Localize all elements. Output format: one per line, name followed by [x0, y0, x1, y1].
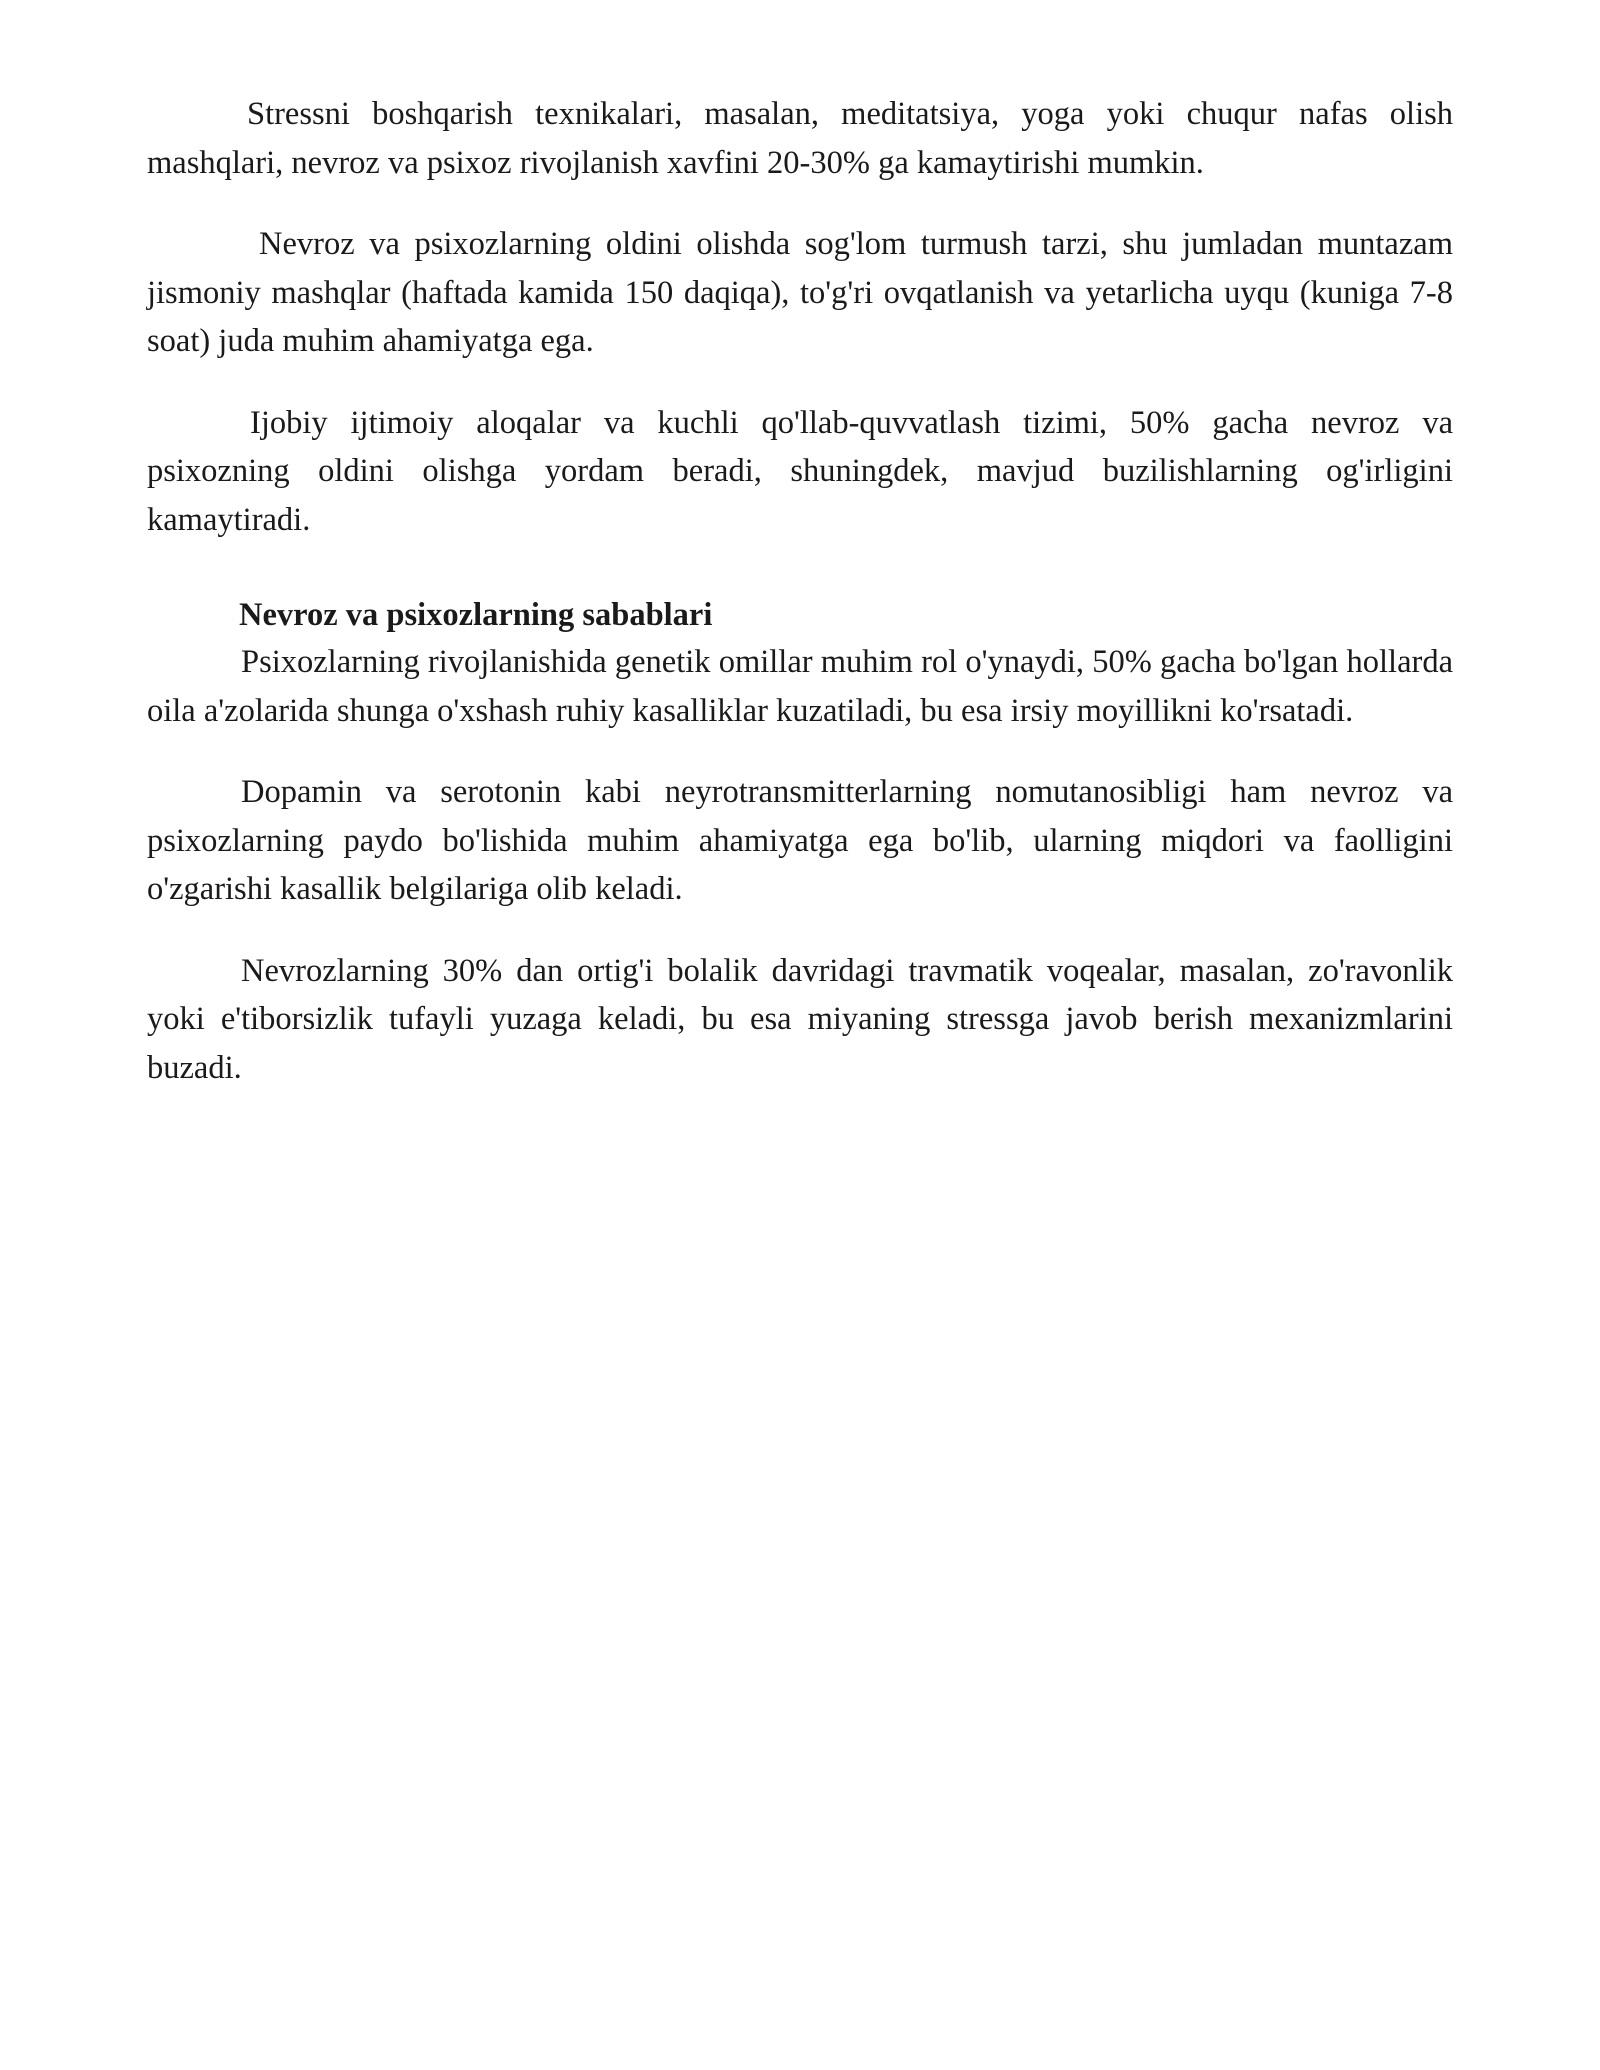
- paragraph-social-support: Ijobiy ijtimoiy aloqalar va kuchli qo'llab-quvvatlash tizimi, 50% gacha nevroz va psixozning oldini olishga yordam beradi, shuningdek, mavjud buzilishlarning og'irligini kamaytiradi.: [147, 404, 1453, 538]
- section-heading: Nevroz va psixozlarning sabablari: [239, 597, 713, 633]
- paragraph-genetic-factors: Psixozlarning rivojlanishida genetik omillar muhim rol o'ynaydi, 50% gacha bo'lgan hollarda oila a'zolarida shunga o'xshash ruhiy kasalliklar kuzatiladi, bu esa irsiy moyillikni ko'rsatadi.: [147, 644, 1453, 729]
- paragraph-healthy-lifestyle: Nevroz va psixozlarning oldini olishda sog'lom turmush tarzi, shu jumladan muntazam jismoniy mashqlar (haftada kamida 150 daqiqa), to'g'ri ovqatlanish va yetarlicha uyqu (kuniga 7-8 soat) juda muhim ahamiyatga ega.: [147, 226, 1453, 359]
- paragraph-stress-management: Stressni boshqarish texnikalari, masalan, meditatsiya, yoga yoki chuqur nafas olish mashqlari, nevroz va psixoz rivojlanish xavfini 20-30% ga kamaytirishi mumkin.: [147, 96, 1453, 181]
- document-page: [147, 90, 1453, 1125]
- paragraph-childhood-trauma: Nevrozlarning 30% dan ortig'i bolalik davridagi travmatik voqealar, masalan, zo'ravonlik yoki e'tiborsizlik tufayli yuzaga keladi, bu esa miyaning stressga javob berish mexanizmlarini buzadi.: [147, 952, 1453, 1086]
- paragraph-neurotransmitters: Dopamin va serotonin kabi neyrotransmitterlarning nomutanosibligi ham nevroz va psixozlarning paydo bo'lishida muhim ahamiyatga ega bo'lib, ularning miqdori va faolligini o'zgarishi kasallik belgilariga olib keladi.: [147, 774, 1453, 907]
